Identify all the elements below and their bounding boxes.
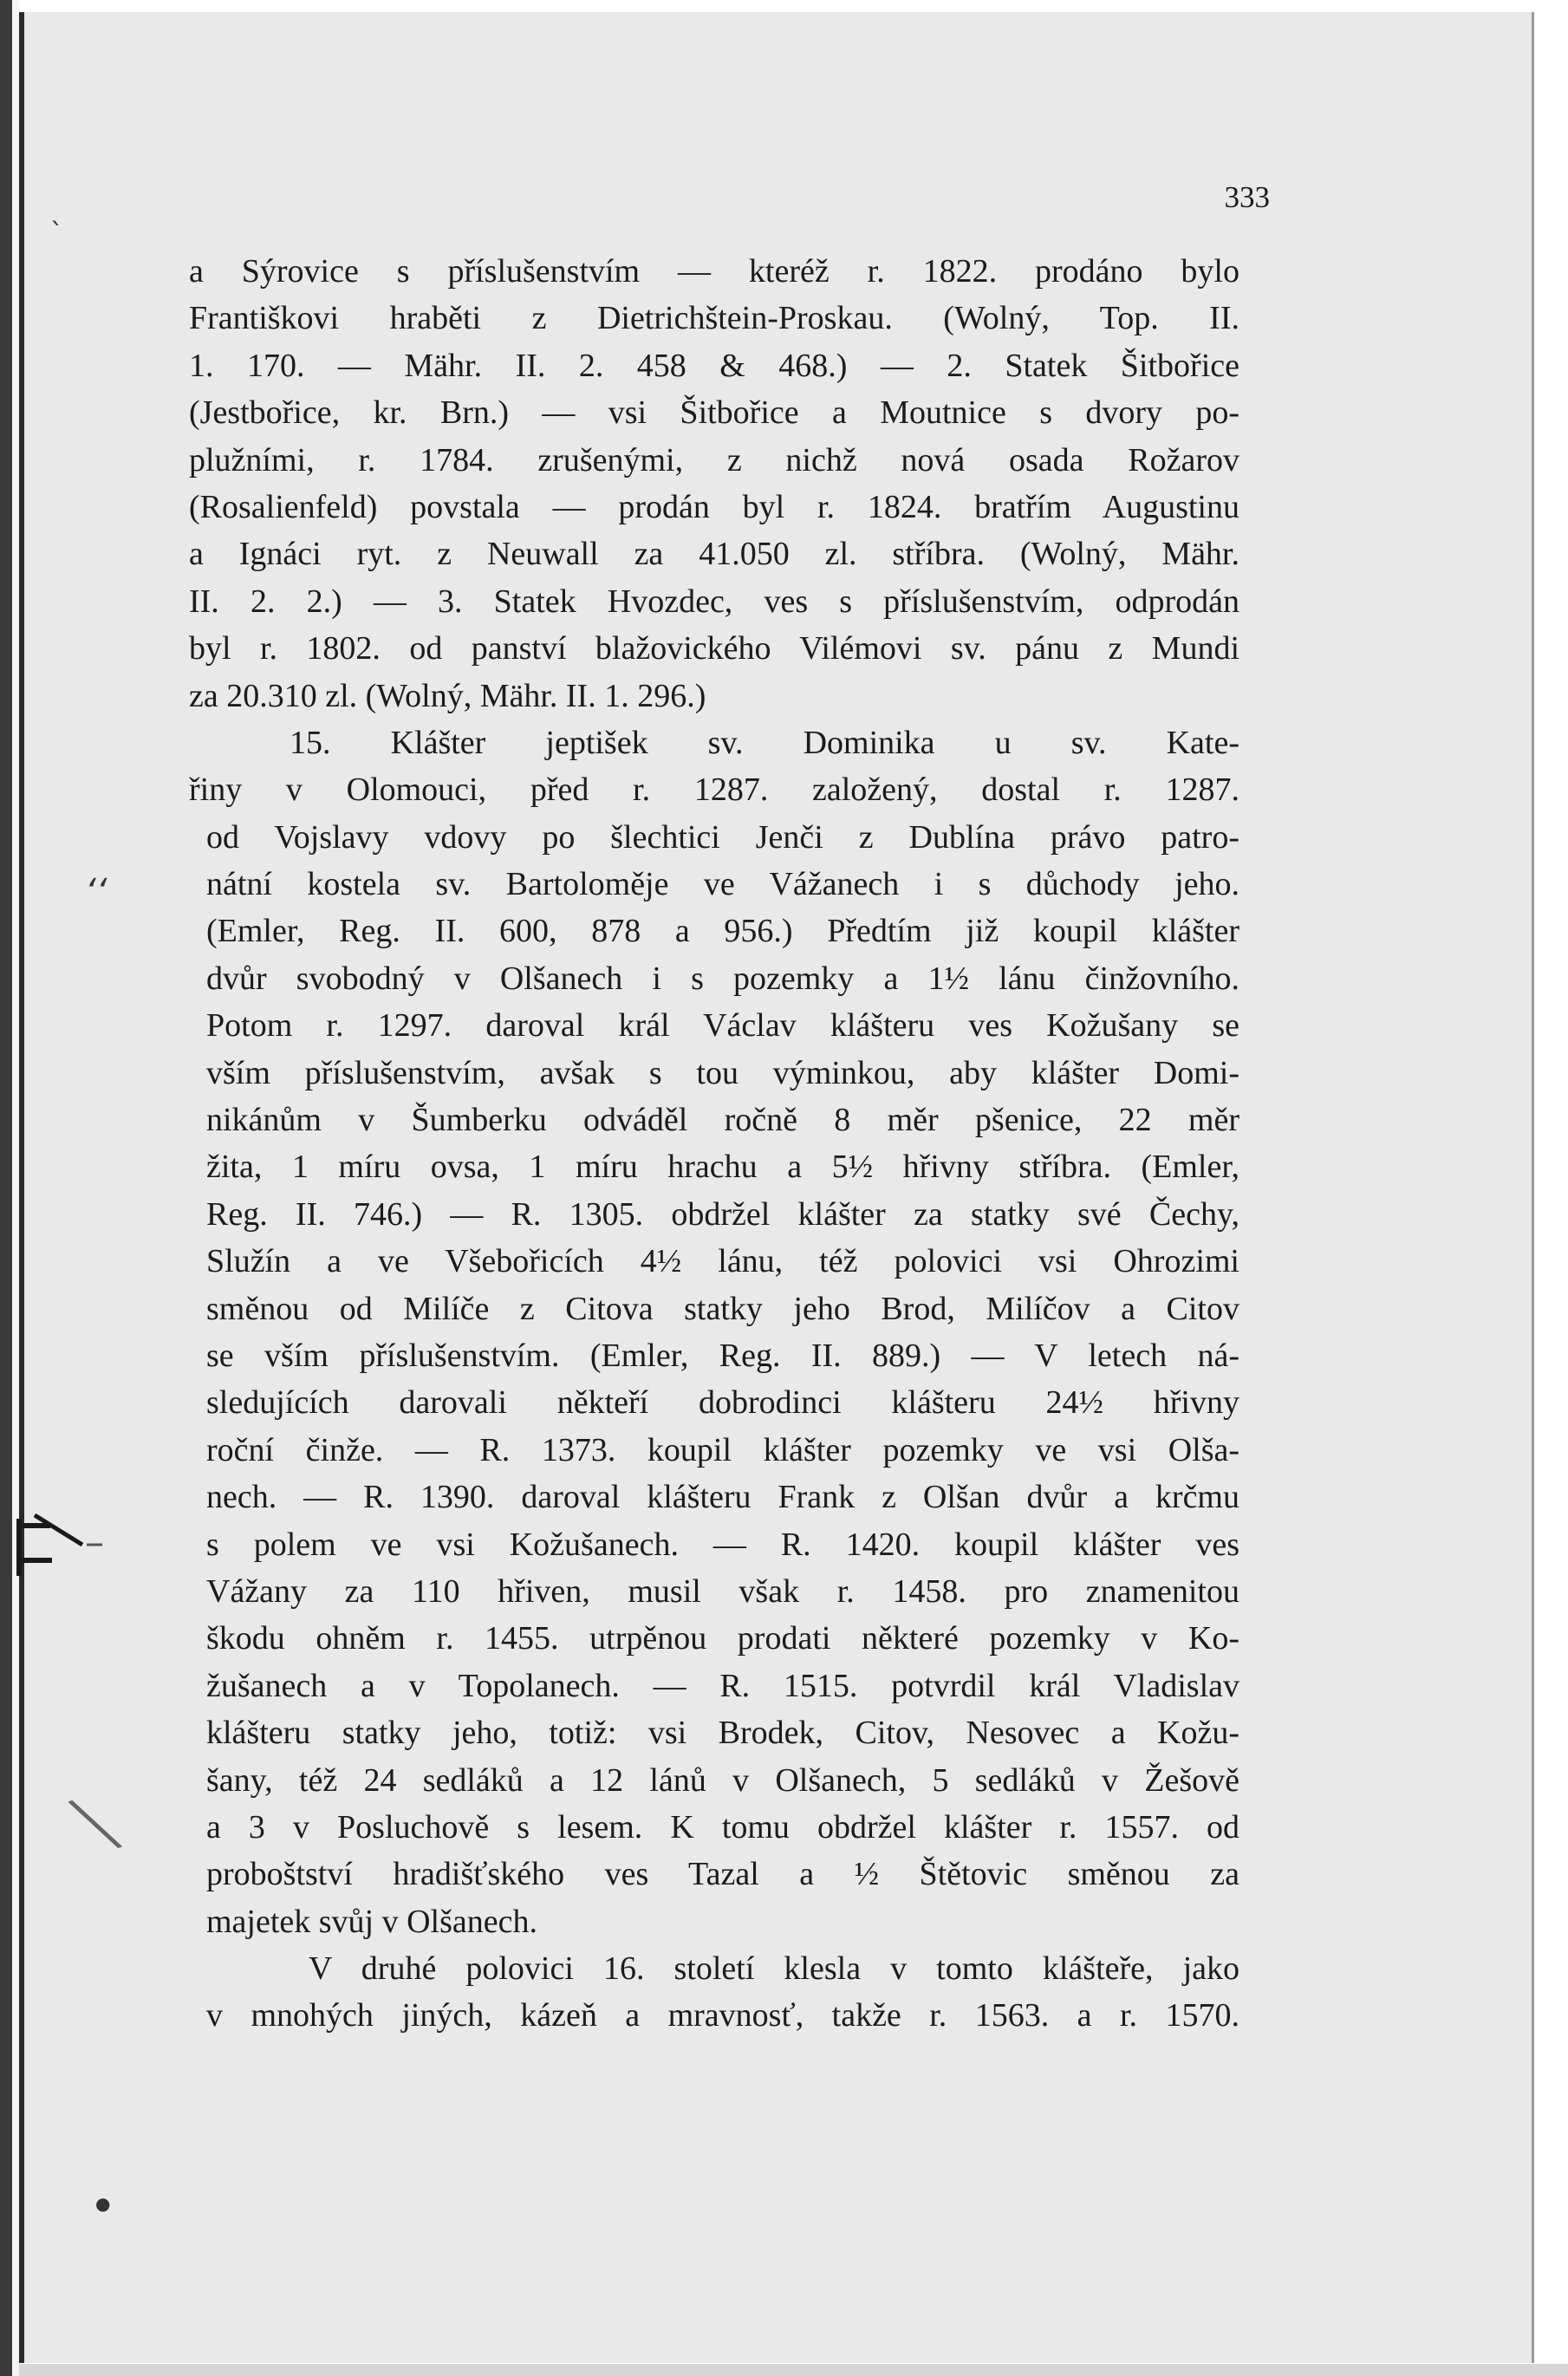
text-line: s polem ve vsi Kožušanech. — R. 1420. koupil klášter ves [206, 1526, 1239, 1563]
section-heading-line: 15. Klášter jeptišek sv. Dominika u sv. Kate- [290, 724, 1239, 761]
text-line: (Jestbořice, kr. Brn.) — vsi Šitbořice a Moutnice s dvory po- [189, 394, 1239, 432]
margin-dot-mark: ● [95, 2193, 111, 2214]
text-line: plužními, r. 1784. zrušenými, z nichž nová osada Rožarov [189, 441, 1239, 478]
scan-left-margin [12, 0, 19, 2376]
text-line: dvůr svobodný v Olšanech i s pozemky a 1½ lánu činžovního. [206, 960, 1239, 997]
text-line: 1. 170. — Mähr. II. 2. 458 & 468.) — 2. Statek Šitbořice [189, 347, 1239, 384]
margin-bracket-mark [0, 1508, 104, 1586]
text-line: a Ignáci ryt. z Neuwall za 41.050 zl. stříbra. (Wolný, Mähr. [189, 536, 1239, 573]
text-line: šany, též 24 sedláků a 12 lánů v Olšanech, 5 sedláků v Žešově [206, 1761, 1239, 1799]
text-line: Služín a ve Všebořicích 4½ lánu, též polovici vsi Ohrozimi [206, 1243, 1239, 1280]
text-line: za 20.310 zl. (Wolný, Mähr. II. 1. 296.) [189, 677, 706, 714]
text-line: majetek svůj v Olšanech. [206, 1903, 538, 1940]
text-line: směnou od Milíče z Citova statky jeho Brod, Milíčov a Citov [206, 1290, 1239, 1327]
text-line: se vším příslušenstvím. (Emler, Reg. II. 889.) — V letech ná- [206, 1337, 1239, 1374]
text-line: od Vojslavy vdovy po šlechtici Jenči z Dublína právo patro- [206, 818, 1239, 856]
text-line: nikánům v Šumberku odváděl ročně 8 měr pšenice, 22 měr [206, 1102, 1239, 1139]
text-line: byl r. 1802. od panství blažovického Vilémovi sv. pánu z Mundi [189, 630, 1239, 667]
text-line: klášteru statky jeho, totiž: vsi Brodek, Citov, Nesovec a Kožu- [206, 1715, 1239, 1752]
text-line: škodu ohněm r. 1455. utrpěnou prodati některé pozemky v Ko- [206, 1620, 1239, 1657]
text-line: žušanech a v Topolanech. — R. 1515. potvrdil král Vladislav [206, 1667, 1239, 1704]
scan-bottom-margin [19, 2364, 1568, 2376]
text-line: (Rosalienfeld) povstala — prodán byl r. 1824. bratřím Augustinu [189, 488, 1239, 525]
page-number: 333 [1224, 180, 1270, 214]
text-line: roční činže. — R. 1373. koupil klášter pozemky ve vsi Olša- [206, 1431, 1239, 1468]
paragraph-start-line: V druhé polovici 16. století klesla v tomto klášteře, jako [309, 1950, 1239, 1988]
text-line: a Sýrovice s příslušenstvím — kteréž r. 1822. prodáno bylo [189, 253, 1239, 290]
text-line: a 3 v Posluchově s lesem. K tomu obdržel klášter r. 1557. od [206, 1808, 1239, 1845]
text-line: řiny v Olomouci, před r. 1287. založený, dostal r. 1287. [189, 771, 1239, 809]
text-line: v mnohých jiných, kázeň a mravnosť, takže r. 1563. a r. 1570. [206, 1997, 1239, 2034]
text-line: (Emler, Reg. II. 600, 878 a 956.) Předtím již koupil klášter [206, 913, 1239, 950]
text-line: Reg. II. 746.) — R. 1305. obdržel klášter za statky své Čechy, [206, 1195, 1239, 1233]
margin-stroke-mark: ╲ [70, 1790, 121, 1859]
text-line: Vážany za 110 hřiven, musil však r. 1458. pro znamenitou [206, 1572, 1239, 1610]
text-line: Potom r. 1297. daroval král Václav klášteru ves Kožušany se [206, 1007, 1239, 1045]
text-line: sledujících darovali někteří dobrodinci klášteru 24½ hřivny [206, 1384, 1239, 1422]
text-line: II. 2. 2.) — 3. Statek Hvozdec, ves s příslušenstvím, odprodán [189, 583, 1239, 620]
text-line: vším příslušenstvím, avšak s tou výminkou, aby klášter Domi- [206, 1054, 1239, 1091]
text-line: Františkovi hraběti z Dietrichštein-Proskau. (Wolný, Top. II. [189, 300, 1239, 337]
margin-speck-mark: ˎ [50, 196, 63, 226]
text-line: žita, 1 míru ovsa, 1 míru hrachu a 5½ hřivny stříbra. (Emler, [206, 1149, 1239, 1186]
body-text [189, 248, 1239, 2040]
text-line: proboštství hradišťského ves Tazal a ½ Štětovic směnou za [206, 1856, 1239, 1893]
margin-pencil-mark: ʻʻ [85, 872, 107, 912]
text-line: nech. — R. 1390. daroval klášteru Frank z Olšan dvůr a krčmu [206, 1479, 1239, 1516]
text-line: nátní kostela sv. Bartoloměje ve Vážanech i s důchody jeho. [206, 866, 1239, 903]
scan-left-edge-shadow [0, 0, 12, 2376]
